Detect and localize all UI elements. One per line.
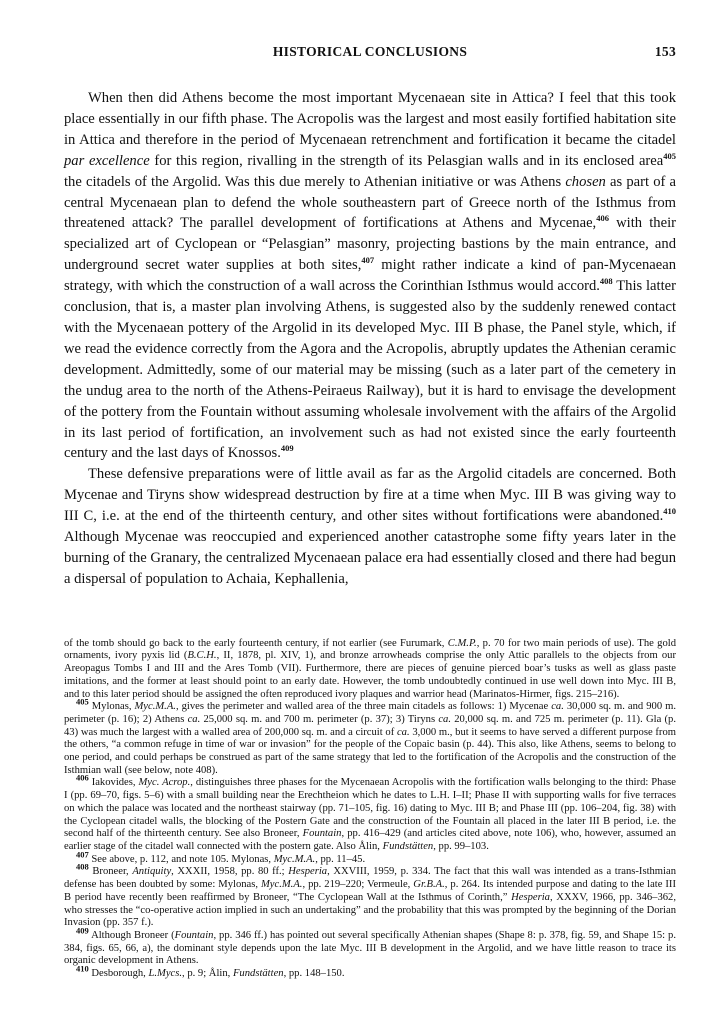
- footnote-405: $^{405}$ Mylonas, Myc.M.A., gives the perimeter and walled area of the three main citadels as follows: 1) Mycenae ca. 30,000 sq. m. and 900 m. perimeter (p. 16); 2) Athens ca. 25,000 sq. m. and 700 m. perimeter (p. 37); 3) Tiryns ca. 20,000 sq. m. and 725 m. perimeter (p. 11). Gla (p. 43) was much the largest with a walled area of 200,000 sq. m. and a circuit of ca. 3,000 m., but it seems to have served a different purpose from the others, “a common refuge in time of war or invasion” for the people of the Copaic basin (p. 44). This also, like Athens, seems to belong to one period, and could perhaps be construed as part of the same strategy that led to the fortification of the Acropolis and the construction of the Isthmian wall (see below, note 408).: [64, 696, 676, 776]
- main-text: [64, 88, 676, 590]
- footnote-ref-406[interactable]: 406: [596, 213, 609, 224]
- paragraph: When then did Athens become the most important Mycenaean site in Attica? I feel that this took place essentially in our fifth phase. The Acropolis was the largest and most easily fortified habitation site in Attica and therefore in the period of Mycenaean retrenchment and fortification it became the citadel par excellence for this region, rivalling in the strength of its Pelasgian walls and in its enclosed area$^{405}$ the citadels of the Argolid. Was this due merely to Athenian initiative or was Athens chosen as part of a central Mycenaean plan to defend the whole southeastern part of Greece north of the Isthmus from threatened attack? The parallel development of fortifications at Athens and Mycenae,$^{406}$ with their specialized art of Cyclopean or “Pelasgian” masonry, projecting bastions by the main entrance, and underground secret water supplies at both sites,$^{407}$ might rather indicate a kind of pan-Mycenaean strategy, with which the construction of a wall across the Corinthian Isthmus would accord.$^{408}$ This latter conclusion, that is, a master plan involving Athens, is suggested also by the suddenly renewed contact with the Mycenaean pottery of the Argolid in its developed Myc. III B phase, the Panel style, which, if we read the evidence correctly from the Agora and the Acropolis, abruptly updates the Athenian ceramic development. Admittedly, some of our material may be missing (such as a later part of the cemetery in the undug area to the north of the Athens-Peiraeus Railway), but it is hard to envisage the development of the pottery from the Fountain without assuming wholesale involvement with the affairs of the Argolid in its last period of fortification, an involvement such as had not existed since the early fourteenth century and the last days of Knossos.$^{409}$: [64, 90, 676, 462]
- footnote-409: $^{409}$ Although Broneer (Fountain, pp. 346 ff.) has pointed out several specifically Athenian shapes (Shape 8: p. 378, fig. 59, and Shape 15: p. 384, figs. 65, 66, a), the dominant style depends upon the late Myc. III B development in the Argolid, and we have little reason to trace its organic development in Athens.: [64, 925, 676, 967]
- footnote-ref-407[interactable]: 407: [361, 255, 375, 266]
- footnote-410: $^{410}$ Desborough, L.Mycs., p. 9; Ålin, Fundstätten, pp. 148–150.: [76, 963, 345, 980]
- footnote-408: $^{408}$ Broneer, Antiquity, XXXII, 1958, pp. 80 ff.; Hesperia, XXVIII, 1959, p. 334. The fact that this wall was intended as a trans-Isthmian defense has been doubted by some: Mylonas, Myc.M.A., pp. 219–220; Vermeule, Gr.B.A., p. 264. Its intended purpose and dating to the late III B period have recently been reaffirmed by Broneer, “The Cyclopean Wall at the Isthmus of Corinth,” Hesperia, XXXV, 1966, pp. 346–362, who stresses the “co-operative action implied in such an undertaking” and the probability that this was prompted by the beginning of the Dorian Invasion (pp. 357 f.).: [64, 861, 677, 929]
- page-number: 153: [654, 44, 676, 59]
- footnote-406: $^{406}$ Iakovides, Myc. Acrop., distinguishes three phases for the Mycenaean Acropolis with the fortification walls belonging to the third: Phase I (pp. 69–70, figs. 5–6) with a small building near the Erechtheion which he dates to L.H. I–II; Phase II with supporting walls for five terraces on which the palace was located and the northeast stairway (pp. 71–105, fig. 16) dating to Myc. III B; and Phase III (pp. 106–204, fig. 38) with the Cyclopean citadel walls, the blocking of the Postern Gate and the construction of the Fountain all placed in the later III B period, i.e. the second half of the thirteenth century. See also Broneer, Fountain, pp. 416–429 (and articles cited above, note 106), who, however, assumed an earlier stage of the citadel wall connected with the postern gate. Also Ålin, Fundstätten, pp. 99–103.: [64, 772, 677, 852]
- footnote-407: $^{407}$ See above, p. 112, and note 105. Mylonas, Myc.M.A., pp. 11–45.: [76, 849, 366, 865]
- footnote-continued: of the tomb should go back to the early fourteenth century, if not earlier (see Furumark, C.M.P., p. 70 for two main periods of use). The gold ornaments, ivory pyxis lid (B.C.H., II, 1878, pl. XIV, 1), and bronze arrowheads comprise the only Attic parallels to the objects from our Areopagus Tombs I and III and the Ares Tomb (VII). Furthermore, there are pieces of genuine pierced boar’s tusks as well as glass paste imitations, and the former at least should point to an early date. However, the tomb undoubtedly continued in use well down into Myc. III B, and to this later period should be assigned the often reproduced ivory plaques and warrior head (Marinatos-Hirmer, figs. 215–216).: [64, 637, 676, 700]
- running-title: HISTORICAL CONCLUSIONS: [272, 44, 468, 59]
- footnote-ref-405[interactable]: 405: [663, 150, 676, 161]
- footnotes: [64, 638, 676, 981]
- footnote-ref-408[interactable]: 408: [599, 276, 613, 287]
- document-page: [64, 44, 676, 981]
- footnote-ref-410[interactable]: 410: [663, 506, 676, 517]
- running-header: [64, 44, 676, 66]
- paragraph: These defensive preparations were of little avail as far as the Argolid citadels are concerned. Both Mycenae and Tiryns show widespread destruction by fire at a time when Myc. III B was giving way to III C, i.e. at the end of the thirteenth century, and other sites without fortifications were abandoned.$^{410}$ Although Mycenae was reoccupied and experienced another catastrophe some fifty years later in the burning of the Granary, the centralized Mycenaean palace era had essentially closed and there had begun a dispersal of population to Achaia, Kephallenia,: [64, 466, 676, 587]
- footnote-ref-409[interactable]: 409: [280, 443, 294, 454]
